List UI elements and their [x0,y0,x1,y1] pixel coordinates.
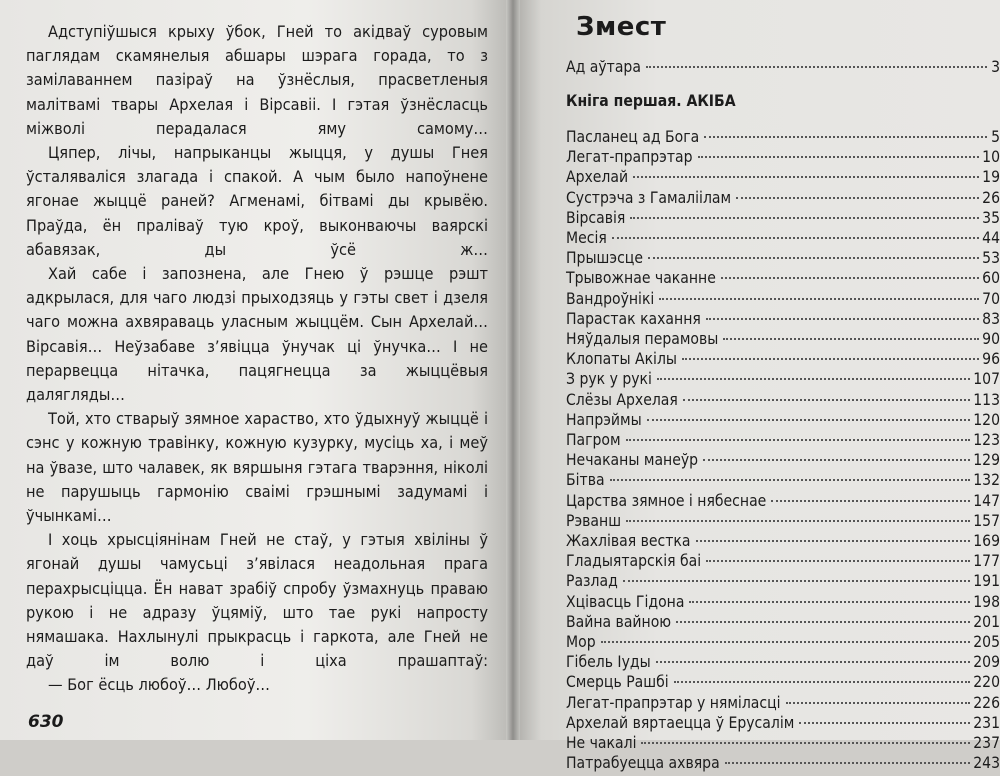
toc-entry-page: 209 [973,653,1000,672]
toc-entry-page: 147 [973,491,1000,510]
toc-entry-title: Легат-прапрэтар [566,148,693,167]
toc-entry [566,734,1000,756]
toc-entry [566,229,1000,251]
toc-leader-dots [689,601,970,603]
toc-entry-title: Гібель Іуды [566,653,651,672]
paragraph: І хоць хрысціянінам Гней не стаў, у гэтыя хвіліны ў ягонай душы чамусьці з’явілася неадольная прага перахрысціцца. Ён нават зрабіў спробу ўзмахнуць праваю рукою і не адразу ўцяміў, што тае рукі напросту нямашака. Нахлынулі прыкрасць і гаркота, але Гней не даў ім волю і ціха прашаптаў: [26,530,488,671]
book-gutter [506,0,520,740]
toc-entry [566,168,1000,190]
toc-entry [566,532,1000,554]
toc-entry-page: 226 [973,693,1000,712]
toc-entry-title: Вайна вайною [566,612,672,631]
toc-entry-title: Архелай [566,168,629,187]
toc-entry [566,552,1000,574]
toc-entry-page: 53 [982,249,1000,268]
toc-leader-dots [630,217,979,219]
toc-entry [566,249,1000,271]
toc-entry-page: 10 [982,148,1000,167]
toc-entry-page: 96 [982,350,1000,369]
toc-entry-title: Месія [566,229,607,247]
toc-entry [566,451,1000,473]
toc-entry [566,714,1000,736]
toc-leader-dots [626,520,970,522]
toc-entry-title: Сустрэча з Гамаліілам [566,188,732,207]
toc-entry-title: З рук у рукі [566,370,652,389]
toc-entry [566,330,1000,352]
toc-entry-page: 205 [973,633,1000,651]
toc-leader-dots [676,621,970,623]
toc-entry [566,391,1000,413]
paragraph-dialogue: — Бог ёсць любоў… Любоў… [48,675,271,695]
toc-entry-page: 26 [982,188,1000,207]
toc-entry [566,572,1000,594]
toc-entry-page: 19 [982,168,1000,187]
toc-leader-dots [657,378,970,380]
toc-entry-page: 44 [982,229,1000,247]
toc-entry [566,694,1000,716]
toc-leader-dots [674,681,971,683]
toc-entry-title: Мор [566,633,596,651]
toc-entry-page: 177 [973,552,1000,571]
toc-entry-page: 90 [982,330,1000,348]
toc-leader-dots [703,459,970,461]
toc-entry-page: 201 [973,612,1000,631]
toc-leader-dots [736,197,979,199]
toc-entry-title: Ад аўтара [566,58,641,76]
toc-entry-title: Вандроўнікі [566,289,655,308]
toc-entry-page: 129 [973,451,1000,470]
toc-entry-page: 107 [973,370,1000,389]
toc-entry-page: 157 [973,511,1000,530]
toc-entry [566,512,1000,534]
toc-entry-title: Прышэсце [566,249,643,268]
toc-leader-dots [646,66,987,68]
toc-entry-title: Гладыятарскія баі [566,552,702,571]
toc-entry-title: Жахлівая вестка [566,532,691,550]
toc-leader-dots [696,540,971,542]
toc-entry-title: Трывожнае чаканне [566,269,716,288]
toc-entry-title: Царства зямное і нябеснае [566,491,767,510]
toc-entry [566,209,1000,231]
toc-entry-page: 243 [973,754,1000,773]
toc-entry [566,633,1000,655]
toc-entry [566,350,1000,372]
toc-leader-dots [656,661,971,663]
toc-entry-page: 191 [973,572,1000,591]
toc-entry-title: Пасланец ад Бога [566,128,700,146]
toc-entry-page: 132 [973,471,1000,490]
toc-entry [566,593,1000,615]
toc-entry [566,673,1000,695]
paragraph: Той, хто стварыў зямное хараство, хто ўдыхнуў жыццё і сэнс у кожную травінку, кожную кузурку, мусіць ха, і меў на ўвазе, што чалавек, як вяршыня гэтага тварэння, ніколі не парушыць гармонію сваімі грэшнымі задумамі і ўчынкамі… [26,409,488,526]
toc-entry-page: 113 [973,390,1000,409]
toc-entry-title: Напрэймы [566,410,642,429]
toc-entry-title: Пагром [566,431,621,449]
toc-leader-dots [647,419,971,421]
toc-entry [566,269,1000,291]
toc-entry-title: Бітва [566,471,605,490]
toc-entry-page: 220 [973,673,1000,692]
toc-entry [566,128,1000,150]
toc-entry-title: Парастак кахання [566,309,701,328]
toc-entry-page: 5 [991,128,1000,146]
toc-leader-dots [721,277,979,279]
toc-leader-dots [698,156,980,158]
left-page-body [26,20,488,698]
toc-leader-dots [601,641,971,643]
paragraph: Цяпер, лічы, напрыканцы жыцця, у душы Гнея ўсталяваліся злагада і спакой. А чым было напоўнене ягонае жыццё раней? Агменамі, бітвамі ды крывёю. Праўда, ён праліваў тую кроў, выконваючы ваярскі абавязак, ды ўсё ж… [26,143,488,259]
toc-entry [566,290,1000,312]
paragraph: Хай сабе і запознена, але Гнею ў рэшце рэшт адкрылася, для чаго людзі прыходзяць у гэты свет і дзеля чаго можна ахвяраваць уласным жыццём. Сын Архелай… Вірсавія… Неўзабаве з’явіцца ўнучак ці ўнучка… І не перарвецца нітачка, пацягнецца за жыццёвыя далягляды… [26,264,488,405]
toc-leader-dots [704,136,987,138]
toc-entry-page: 231 [973,713,1000,732]
paragraph: Адступіўшыся крыху ўбок, Гней то акідваў суровым паглядам скамянелыя абшары шэрага горада, то з замілаваннем пазіраў на ўзнёслыя, прасветленыя малітвамі твары Архелая і Вірсавіі. І гэтая ўзнёсласць міжволі перадалася яму самому… [26,22,488,138]
toc-leader-dots [612,237,979,239]
toc-entry [566,492,1000,514]
toc-entry [566,370,1000,392]
toc-leader-dots [648,257,979,259]
toc-leader-dots [682,358,979,360]
toc-entry-title: Вірсавія [566,208,626,227]
toc-leader-dots [723,338,979,340]
toc-title: Змест [576,12,667,42]
toc-entry [566,58,1000,80]
toc-leader-dots [706,318,979,320]
toc-entry-title: Патрабуецца ахвяра [566,754,720,773]
toc-leader-dots [633,176,979,178]
toc-entry [566,653,1000,675]
toc-entry-page: 198 [973,592,1000,611]
toc-entry [566,431,1000,453]
toc-entry-title: Архелай вяртаецца ў Ерусалім [566,713,795,732]
toc-leader-dots [626,439,971,441]
toc-entry-title: Рэванш [566,511,622,530]
toc-leader-dots [706,560,970,562]
toc-entry-page: 60 [982,269,1000,288]
toc-entry-title: Смерць Рашбі [566,673,669,692]
toc-entry-title: Слёзы Архелая [566,390,678,409]
toc-entry-title: Не чакалі [566,734,637,752]
toc-entry [566,148,1000,170]
toc-entry-page: 237 [973,734,1000,752]
toc-leader-dots [725,762,971,764]
toc-leader-dots [641,742,970,744]
toc-entry-title: Нечаканы манеўр [566,451,699,470]
toc-entry-page: 120 [973,410,1000,429]
toc-leader-dots [623,580,970,582]
toc-entry [566,411,1000,433]
toc-entry [566,471,1000,493]
toc-entry-title: Хцівасць Гідона [566,592,685,611]
toc-entry-page: 123 [973,431,1000,449]
toc-entry-title: Клопаты Акілы [566,350,677,369]
toc-entry-page: 83 [982,309,1000,328]
toc-entry [566,754,1000,776]
toc-leader-dots [786,702,971,704]
toc-entry [566,310,1000,332]
toc-leader-dots [771,500,970,502]
page-number: 630 [28,712,64,732]
toc-entry-title: Няўдалыя перамовы [566,330,719,348]
toc-leader-dots [683,399,970,401]
toc-entry [566,613,1000,635]
toc-entry-page: 3 [991,58,1000,76]
toc-book-heading: Кніга першая. АКІБА [566,92,736,110]
toc-leader-dots [610,479,971,481]
toc-entry-title: Разлад [566,572,618,591]
toc-entry-page: 70 [982,289,1000,308]
toc-entry-page: 169 [973,532,1000,550]
toc-entry-title: Легат-прапрэтар у няміласці [566,693,781,712]
toc-leader-dots [659,298,979,300]
toc-entry [566,189,1000,211]
toc-leader-dots [799,722,970,724]
toc-entry-page: 35 [982,208,1000,227]
